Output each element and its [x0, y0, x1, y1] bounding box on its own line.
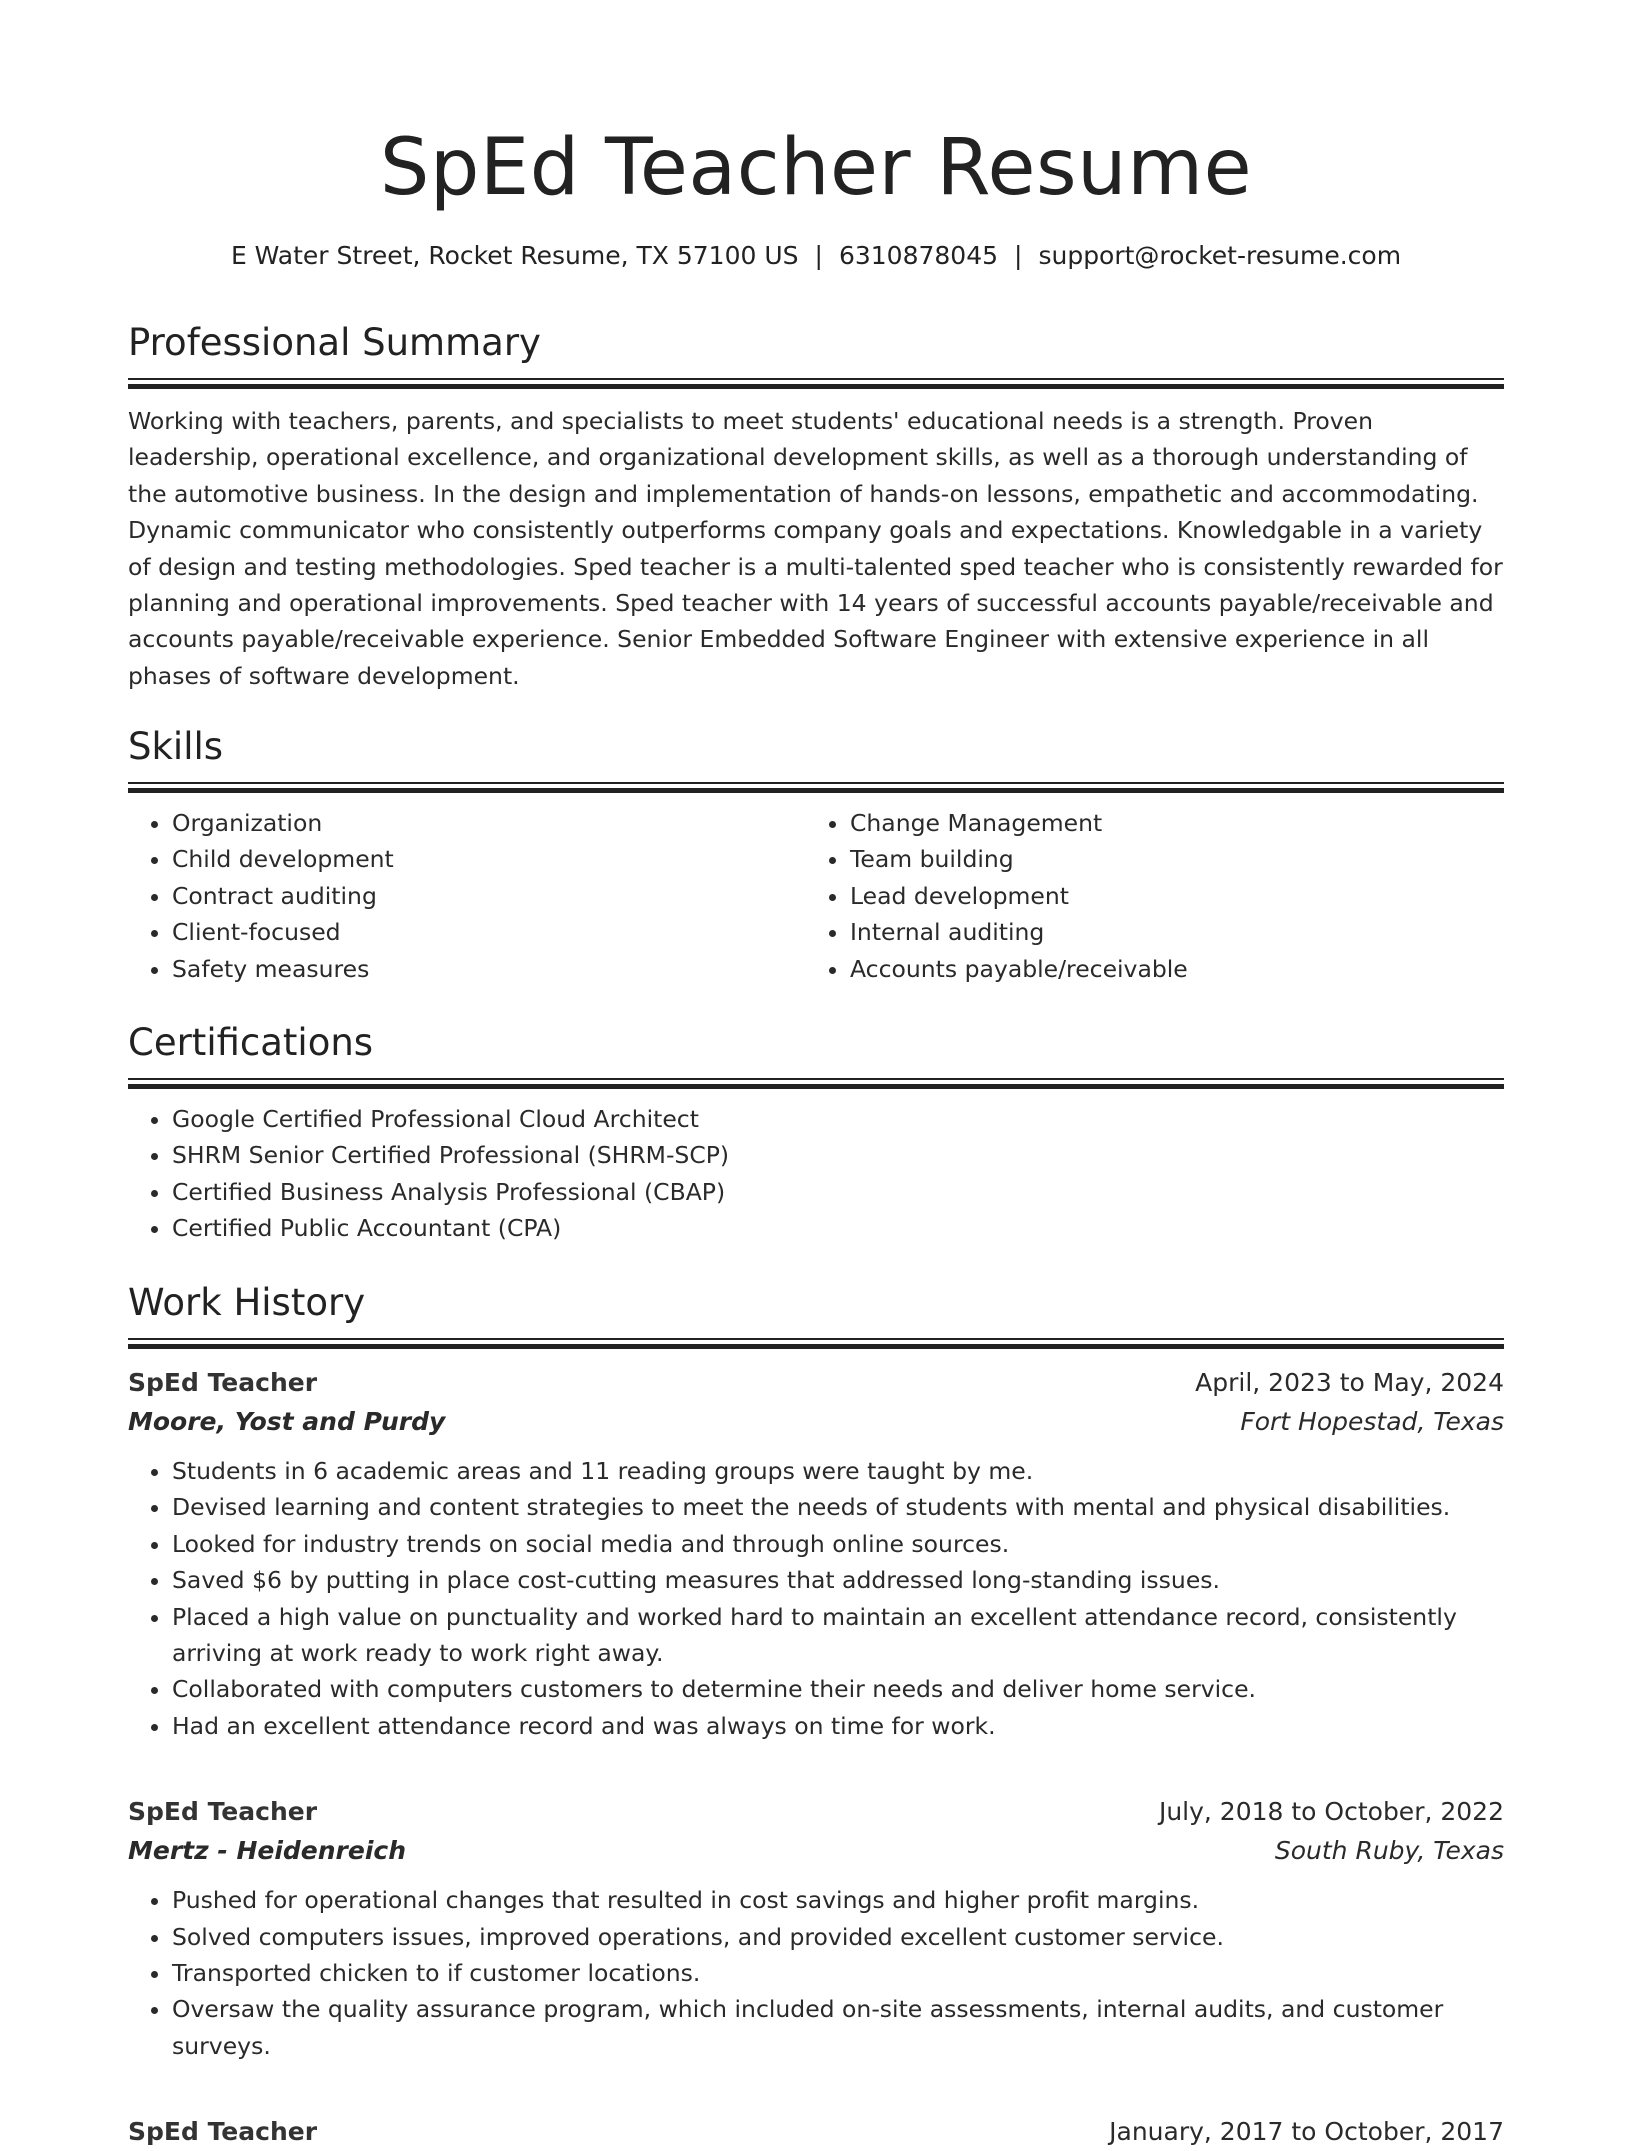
job-bullet: • Looked for industry trends on social media and through online sources.: [172, 1526, 1504, 1562]
skill-item: • Internal auditing: [850, 914, 1484, 950]
contact-phone: 6310878045: [838, 241, 999, 270]
skill-item: • Child development: [172, 841, 806, 877]
skill-item: • Lead development: [850, 878, 1484, 914]
section-heading-skills: Skills: [128, 725, 224, 768]
certification-item: • SHRM Senior Certified Professional (SHRM-SCP): [172, 1137, 1504, 1173]
certification-item: • Certified Business Analysis Professional (CBAP): [172, 1174, 1504, 1210]
skill-item: • Contract auditing: [172, 878, 806, 914]
job-bullet: • Collaborated with computers customers to determine their needs and deliver home service.: [172, 1671, 1504, 1707]
skills-list-left: [128, 805, 806, 987]
job-title: SpEd Teacher: [128, 1797, 318, 1827]
skill-item: • Accounts payable/receivable: [850, 951, 1484, 987]
job-entry: [128, 1792, 1504, 2064]
job-bullets: [128, 1882, 1504, 2064]
skills-columns: [128, 805, 1504, 987]
job-bullet: • Students in 6 academic areas and 11 reading groups were taught by me.: [172, 1453, 1504, 1489]
skill-item: • Organization: [172, 805, 806, 841]
section-divider: [128, 782, 1504, 793]
section-heading-certifications: Certifications: [128, 1021, 374, 1064]
skill-item: • Client-focused: [172, 914, 806, 950]
skill-item: • Safety measures: [172, 951, 806, 987]
skill-item: • Team building: [850, 841, 1484, 877]
job-dates: July, 2018 to October, 2022: [1158, 1797, 1504, 1827]
certification-item: • Certified Public Accountant (CPA): [172, 1210, 1504, 1246]
job-entry: [128, 1363, 1504, 1744]
job-bullet: • Oversaw the quality assurance program, which included on-site assessments, internal audits, and customer surveys.: [172, 1991, 1504, 2064]
job-bullet: • Placed a high value on punctuality and worked hard to maintain an excellent attendance record, consistently arriving at work ready to work right away.: [172, 1599, 1504, 1672]
section-divider: [128, 1338, 1504, 1349]
job-bullet: • Had an excellent attendance record and was always on time for work.: [172, 1708, 1504, 1744]
page-title: SpEd Teacher Resume: [379, 123, 1253, 213]
contact-separator: |: [814, 241, 823, 270]
section-heading-summary: Professional Summary: [128, 321, 541, 364]
contact-address: E Water Street, Rocket Resume, TX 57100 US: [230, 241, 799, 270]
section-divider: [128, 378, 1504, 389]
job-title: SpEd Teacher: [128, 1368, 318, 1397]
section-heading-work-history: Work History: [128, 1281, 366, 1324]
contact-separator: |: [1014, 241, 1023, 270]
skill-item: • Change Management: [850, 805, 1484, 841]
job-bullet: • Pushed for operational changes that resulted in cost savings and higher profit margins.: [172, 1882, 1504, 1918]
skills-section: [128, 722, 1504, 987]
job-location: South Ruby, Texas: [1274, 1836, 1504, 1866]
summary-section: [128, 318, 1504, 694]
contact-line: [128, 238, 1504, 274]
job-bullet: • Saved $6 by putting in place cost-cutting measures that addressed long-standing issues.: [172, 1562, 1504, 1598]
job-location: Fort Hopestad, Texas: [1240, 1407, 1504, 1436]
job-bullets: [128, 1453, 1504, 1744]
certifications-section: [128, 1018, 1504, 1247]
job-bullet: • Solved computers issues, improved operations, and provided excellent customer service.: [172, 1919, 1504, 1955]
skills-list-right: [806, 805, 1484, 987]
certification-item: • Google Certified Professional Cloud Architect: [172, 1101, 1504, 1137]
job-company: Mertz - Heidenreich: [128, 1836, 407, 1866]
job-bullet: • Devised learning and content strategies to meet the needs of students with mental and physical disabilities.: [172, 1489, 1504, 1525]
summary-text: Working with teachers, parents, and specialists to meet students' educational needs is a strength. Proven leadership, operational excellence, and organizational development skills, as well as a thorough understanding of the automotive business. In the design and implementation of hands-on lessons, empathetic and accommodating. Dynamic communicator who consistently outperforms company goals and expectations. Knowledgable in a variety of design and testing methodologies. Sped teacher is a multi-talented sped teacher who is consistently rewarded for planning and operational improvements. Sped teacher with 14 years of successful accounts payable/receivable and accounts payable/receivable experience. Senior Embedded Software Engineer with extensive experience in all phases of software development.: [128, 407, 1503, 690]
job-bullet: • Transported chicken to if customer locations.: [172, 1955, 1504, 1991]
job-entry: [128, 2112, 1504, 2151]
job-dates: April, 2023 to May, 2024: [1195, 1368, 1504, 1397]
certifications-list: [128, 1101, 1504, 1247]
job-company: Moore, Yost and Purdy: [128, 1407, 446, 1436]
contact-email: support@rocket-resume.com: [1038, 241, 1402, 270]
work-history-section: [128, 1278, 1504, 2151]
section-divider: [128, 1078, 1504, 1089]
job-title: SpEd Teacher: [128, 2117, 318, 2147]
job-dates: January, 2017 to October, 2017: [1109, 2117, 1504, 2147]
